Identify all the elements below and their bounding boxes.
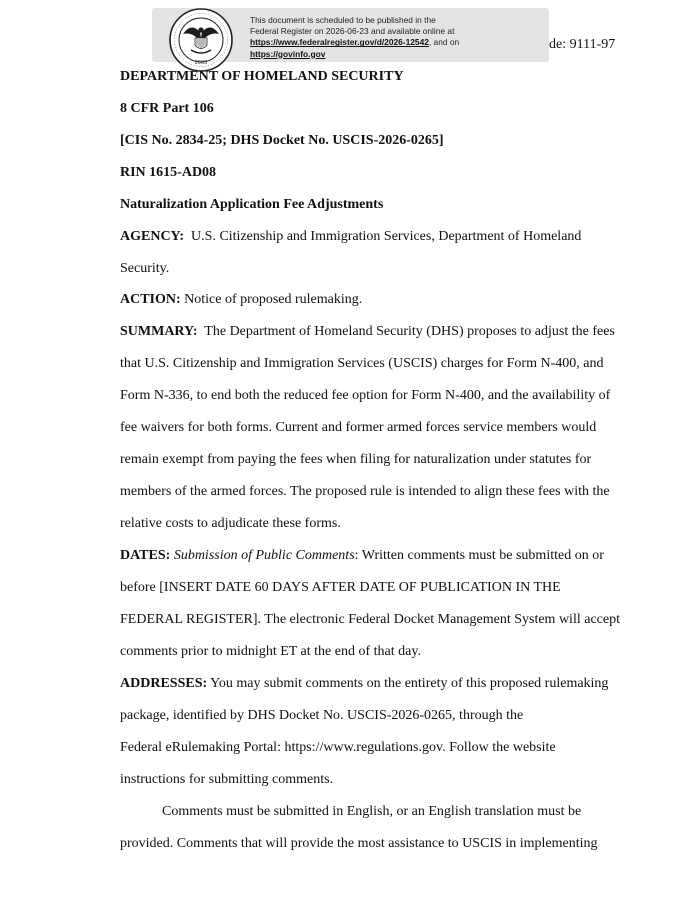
govinfo-link[interactable]: https://govinfo.gov xyxy=(250,48,326,59)
action-line: ACTION: Notice of proposed rulemaking. xyxy=(120,292,363,307)
cfr-part: 8 CFR Part 106 xyxy=(120,101,214,116)
summary-line-5: remain exempt from paying the fees when filing for naturalization under statutes for xyxy=(120,452,592,467)
agency-line-2: Security. xyxy=(120,261,170,276)
addresses-line-2: package, identified by DHS Docket No. USCIS-2026-0265, through the xyxy=(120,708,524,723)
dhs-seal-icon xyxy=(167,8,235,72)
dates-label: DATES: xyxy=(120,548,171,563)
comments-line-2: provided. Comments that will provide the most assistance to USCIS in implementing xyxy=(120,836,598,851)
agency-label: AGENCY: xyxy=(120,229,185,244)
action-label: ACTION: xyxy=(120,292,181,307)
docket-number: [CIS No. 2834-25; DHS Docket No. USCIS-2026-0265] xyxy=(120,133,444,148)
summary-line-7: relative costs to adjudicate these forms. xyxy=(120,516,341,531)
summary-line-2: that U.S. Citizenship and Immigration Services (USCIS) charges for Form N-400, and xyxy=(120,356,604,371)
dates-italic: Submission of Public Comments xyxy=(173,548,355,563)
addresses-line-1: ADDRESSES: You may submit comments on the entirety of this proposed rulemaking xyxy=(120,676,609,691)
summary-label: SUMMARY: xyxy=(120,324,198,339)
dates-line-1: DATES: Submission of Public Comments: Written comments must be submitted on or xyxy=(120,548,604,563)
summary-line-6: members of the armed forces. The proposed rule is intended to align these fees with the xyxy=(120,484,610,499)
summary-line-1: SUMMARY: The Department of Homeland Security (DHS) proposes to adjust the fees xyxy=(120,324,615,339)
rin-number: RIN 1615-AD08 xyxy=(120,165,217,180)
addresses-label: ADDRESSES: xyxy=(120,676,208,691)
publication-stamp xyxy=(152,8,549,66)
dates-line-3: FEDERAL REGISTER]. The electronic Federal Docket Management System will accept xyxy=(120,612,620,627)
stamp-line-1: This document is scheduled to be published in the xyxy=(250,15,436,25)
summary-line-3: Form N-336, to end both the reduced fee option for Form N-400, and the availability of xyxy=(120,388,611,403)
dates-line-2: before [INSERT DATE 60 DAYS AFTER DATE OF PUBLICATION IN THE xyxy=(120,580,561,595)
document-title: Naturalization Application Fee Adjustments xyxy=(120,197,384,212)
comments-line-1: Comments must be submitted in English, or an English translation must be xyxy=(162,804,582,819)
federalregister-link[interactable]: https://www.federalregister.gov/d/2026-12542 xyxy=(250,37,429,48)
agency-line-1: AGENCY: U.S. Citizenship and Immigration Services, Department of Homeland xyxy=(120,229,582,244)
addresses-line-3: Federal eRulemaking Portal: https://www.regulations.gov. Follow the website xyxy=(120,740,556,755)
summary-line-4: fee waivers for both forms. Current and former armed forces service members would xyxy=(120,420,597,435)
stamp-line-2: Federal Register on 2026-06-23 and available online at xyxy=(250,26,455,37)
department-heading: DEPARTMENT OF HOMELAND SECURITY xyxy=(120,69,404,84)
stamp-line-4 xyxy=(250,49,540,60)
billing-code: de: 9111-97 xyxy=(549,37,616,52)
dates-line-4: comments prior to midnight ET at the end of that day. xyxy=(120,644,421,659)
stamp-text xyxy=(250,15,540,60)
addresses-line-4: instructions for submitting comments. xyxy=(120,772,334,787)
svg-text:2003: 2003 xyxy=(194,60,208,66)
stamp-line-3: https://www.federalregister.gov/d/2026-12542, and on xyxy=(250,37,460,48)
